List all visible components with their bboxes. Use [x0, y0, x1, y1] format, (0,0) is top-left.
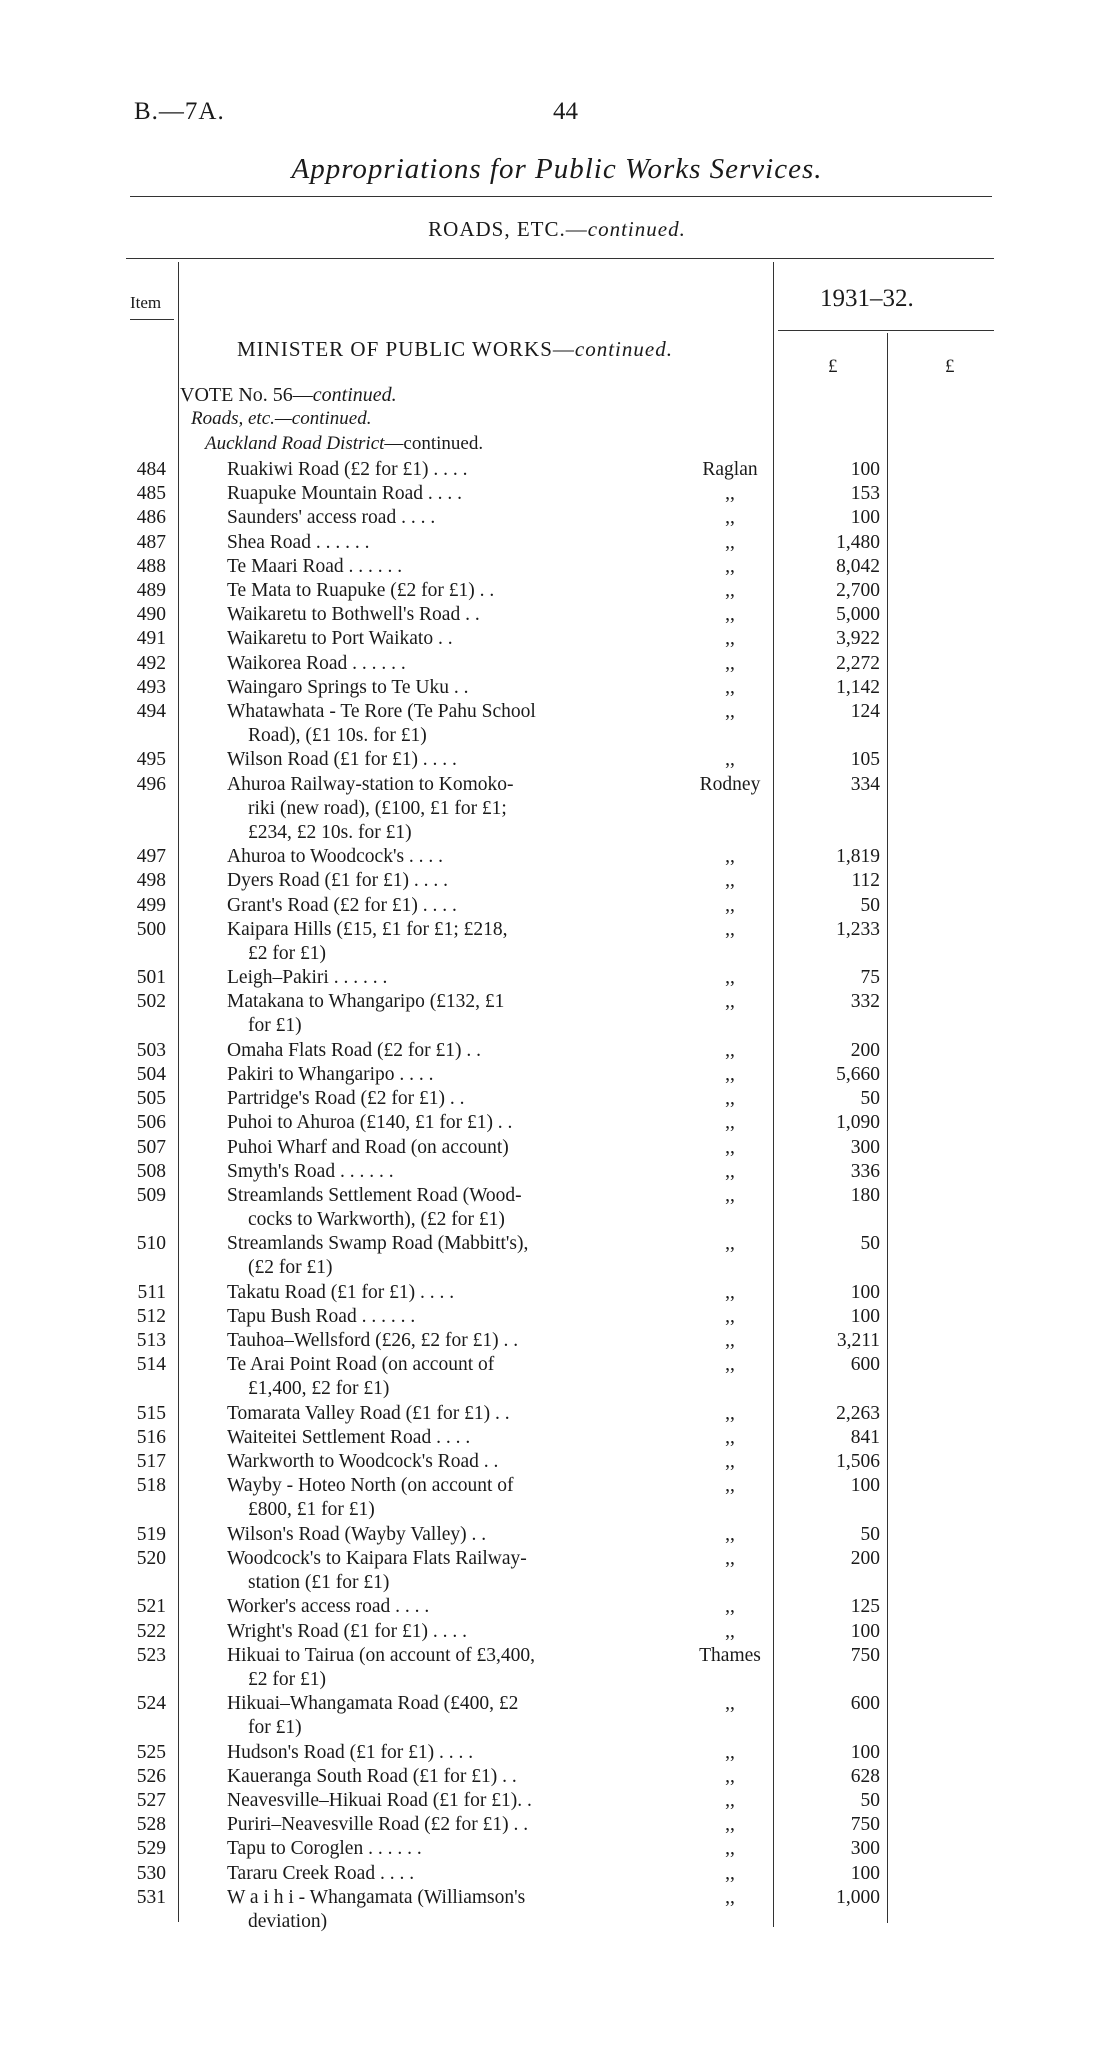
item-header-rule [130, 319, 174, 320]
description-line: Kaueranga South Road (£1 for £1) . . [227, 1765, 517, 1787]
description-continuation: Road), (£1 10s. for £1) [248, 725, 427, 746]
item-number: 529 [136, 1838, 166, 1860]
amount: 750 [850, 1814, 880, 1836]
item-number: 522 [136, 1620, 166, 1642]
electoral-district: ,, [725, 1741, 735, 1763]
description-line: Ahuroa Railway-station to Komoko- [227, 773, 514, 795]
item-number: 531 [136, 1886, 166, 1908]
item-number: 495 [136, 749, 166, 771]
item-description [227, 1039, 617, 1063]
item-number: 516 [136, 1427, 166, 1448]
description-continuation: £2 for £1) [248, 942, 326, 964]
electoral-district: Raglan [702, 459, 758, 480]
description-continuation: station (£1 for £1) [248, 1572, 390, 1593]
description-line: Waingaro Springs to Te Uku . . [227, 676, 469, 698]
item-column-header: Item [130, 293, 162, 312]
item-description [227, 894, 617, 918]
item-description [227, 700, 617, 748]
item-description [227, 845, 617, 869]
item-number: 513 [136, 1330, 166, 1352]
amount: 200 [850, 1548, 880, 1569]
electoral-district: ,, [725, 1596, 735, 1618]
amount: 180 [850, 1185, 880, 1206]
item-description [227, 1595, 617, 1619]
description-line: Waikaretu to Bothwell's Road . . [227, 604, 480, 626]
pound-header-2: £ [945, 356, 955, 377]
description-line: Warkworth to Woodcock's Road . . [227, 1451, 499, 1473]
electoral-district: ,, [725, 1281, 735, 1303]
electoral-district: ,, [725, 1330, 735, 1352]
item-number: 517 [136, 1451, 166, 1473]
description-line: Whatawhata - Te Rore (Te Pahu School [227, 701, 536, 722]
item-description [227, 1232, 617, 1280]
electoral-district: ,, [725, 1427, 735, 1448]
electoral-district: ,, [725, 676, 735, 698]
electoral-district: ,, [725, 1862, 735, 1884]
electoral-district: ,, [725, 507, 735, 529]
item-number: 515 [136, 1402, 166, 1424]
amount: 124 [850, 701, 880, 722]
amount: 1,142 [836, 676, 880, 698]
item-number: 485 [136, 483, 166, 505]
electoral-district: ,, [725, 1136, 735, 1158]
description-line: Saunders' access road . . . . [227, 507, 436, 529]
item-description [227, 1402, 617, 1426]
item-number: 496 [136, 773, 166, 795]
description-line: Te Maari Road . . . . . . [227, 555, 403, 577]
description-line: Partridge's Road (£2 for £1) . . [227, 1088, 465, 1110]
item-description [227, 1111, 617, 1135]
amount: 75 [860, 967, 880, 989]
ministry-continued: continued. [574, 337, 673, 361]
item-description [227, 1644, 617, 1692]
item-description [227, 1063, 617, 1087]
description-line: Tauhoa–Wellsford (£26, £2 for £1) . . [227, 1330, 519, 1352]
item-description [227, 1741, 617, 1765]
electoral-district: ,, [725, 1693, 735, 1715]
page-title: Appropriations for Public Works Services. [291, 153, 823, 185]
description-line: Streamlands Settlement Road (Wood- [227, 1185, 522, 1206]
amount: 1,233 [836, 918, 880, 940]
amount: 100 [850, 1281, 880, 1303]
electoral-district: ,, [725, 1523, 735, 1545]
item-number: 526 [136, 1765, 166, 1787]
item-description [227, 1547, 617, 1595]
description-line: Waiteitei Settlement Road . . . . [227, 1427, 471, 1448]
electoral-district: ,, [725, 967, 735, 989]
item-description [227, 506, 617, 530]
item-number: 511 [137, 1281, 166, 1303]
description-line: Te Mata to Ruapuke (£2 for £1) . . [227, 580, 495, 601]
description-line: Dyers Road (£1 for £1) . . . . [227, 870, 448, 892]
amount: 2,263 [836, 1402, 880, 1424]
description-line: Waikaretu to Port Waikato . . [227, 628, 453, 650]
item-description [227, 1329, 617, 1353]
item-description [227, 1620, 617, 1644]
item-description [227, 966, 617, 990]
title-rule [130, 196, 992, 197]
item-description [227, 1692, 617, 1740]
electoral-district: Rodney [699, 773, 761, 795]
item-number: 525 [136, 1741, 166, 1763]
item-description [227, 531, 617, 555]
electoral-district: ,, [725, 1814, 735, 1836]
ministry-main: MINISTER OF PUBLIC WORKS— [237, 337, 575, 361]
item-number: 520 [136, 1548, 166, 1569]
item-description [227, 1136, 617, 1160]
roads-subheading: Roads, etc.—continued. [191, 408, 372, 429]
electoral-district: ,, [725, 604, 735, 626]
item-description [227, 579, 617, 603]
amount: 105 [850, 749, 880, 771]
item-description [227, 1353, 617, 1401]
description-line: Matakana to Whangaripo (£132, £1 [227, 991, 505, 1013]
amount: 200 [850, 1039, 880, 1061]
description-line: Hudson's Road (£1 for £1) . . . . [227, 1741, 474, 1763]
amount: 112 [851, 870, 880, 892]
electoral-district: ,, [725, 628, 735, 650]
electoral-district: ,, [725, 1451, 735, 1473]
amount: 1,000 [836, 1886, 880, 1908]
amount: 100 [850, 1306, 880, 1327]
amount: 50 [860, 1088, 880, 1110]
item-description [227, 1862, 617, 1886]
electoral-district: ,, [725, 1233, 735, 1255]
electoral-district: Thames [699, 1644, 761, 1666]
item-description [227, 1523, 617, 1547]
item-description [227, 1474, 617, 1522]
item-description [227, 748, 617, 772]
item-number: 484 [136, 459, 166, 480]
description-continuation: deviation) [248, 1910, 328, 1932]
description-line: Te Arai Point Road (on account of [227, 1354, 495, 1376]
item-number: 505 [136, 1088, 166, 1110]
description-line: Puhoi to Ahuroa (£140, £1 for £1) . . [227, 1112, 513, 1134]
description-line: Takatu Road (£1 for £1) . . . . [227, 1281, 455, 1303]
item-number: 499 [136, 894, 166, 916]
item-number: 494 [136, 701, 166, 722]
item-number: 502 [136, 991, 166, 1013]
item-column-divider [178, 262, 179, 1922]
electoral-district: ,, [725, 531, 735, 553]
description-continuation: £2 for £1) [248, 1668, 326, 1690]
electoral-district: ,, [725, 1886, 735, 1908]
item-number: 503 [136, 1039, 166, 1061]
item-number: 486 [136, 507, 166, 529]
item-description [227, 1765, 617, 1789]
electoral-district: ,, [725, 1790, 735, 1811]
amount: 1,506 [836, 1451, 880, 1473]
item-number: 490 [136, 604, 166, 626]
amount: 334 [850, 773, 880, 795]
subtitle-continued: continued. [587, 217, 686, 241]
item-number: 491 [136, 628, 166, 650]
ministry-heading [237, 337, 673, 362]
item-number: 528 [136, 1814, 166, 1836]
item-description [227, 1087, 617, 1111]
description-continuation: riki (new road), (£100, £1 for £1; [248, 797, 507, 819]
electoral-district: ,, [725, 1039, 735, 1061]
item-number: 510 [136, 1233, 166, 1255]
vote-main: VOTE No. 56— [180, 384, 313, 406]
item-number: 489 [136, 580, 166, 601]
item-number: 521 [136, 1596, 166, 1618]
electoral-district: ,, [725, 918, 735, 940]
section-subtitle [0, 217, 1114, 242]
item-number: 508 [136, 1160, 166, 1182]
electoral-district: ,, [725, 1354, 735, 1376]
electoral-district: ,, [725, 1765, 735, 1787]
electoral-district: ,, [725, 701, 735, 722]
amount: 50 [860, 894, 880, 916]
district-name: Auckland Road District [205, 433, 385, 454]
amount: 1,480 [836, 531, 880, 553]
vote-heading [180, 384, 397, 407]
amount: 100 [850, 1620, 880, 1642]
year-header-rule [778, 330, 994, 331]
amount: 100 [850, 459, 880, 480]
description-line: Kaipara Hills (£15, £1 for £1; £218, [227, 918, 508, 940]
item-description [227, 458, 617, 482]
district-continued: —continued. [384, 433, 484, 454]
amount: 332 [850, 991, 880, 1013]
electoral-district: ,, [725, 894, 735, 916]
description-continuation: for £1) [248, 1015, 302, 1037]
electoral-district: ,, [725, 555, 735, 577]
description-line: Leigh–Pakiri . . . . . . [227, 967, 388, 989]
item-number: 487 [136, 531, 166, 553]
amount: 153 [850, 483, 880, 505]
amount: 50 [860, 1233, 880, 1255]
subtitle-main: ROADS, ETC.— [428, 217, 588, 241]
item-description [227, 1837, 617, 1861]
description-line: Puhoi Wharf and Road (on account) [227, 1136, 509, 1158]
item-description [227, 627, 617, 651]
amount: 100 [850, 1475, 880, 1497]
description-line: W a i h i - Whangamata (Williamson's [227, 1886, 526, 1908]
electoral-district: ,, [725, 652, 735, 674]
electoral-district: ,, [725, 1160, 735, 1182]
item-number: 497 [136, 846, 166, 868]
item-description [227, 773, 617, 845]
amount: 1,819 [836, 846, 880, 868]
electoral-district: ,, [725, 1548, 735, 1569]
year-header: 1931–32. [820, 285, 914, 312]
item-description [227, 555, 617, 579]
electoral-district: ,, [725, 1402, 735, 1424]
amount: 100 [850, 1862, 880, 1884]
amount: 125 [850, 1596, 880, 1618]
item-description [227, 990, 617, 1038]
item-number: 527 [136, 1790, 166, 1811]
amount: 5,660 [836, 1064, 880, 1085]
amount: 600 [850, 1354, 880, 1376]
description-line: Hikuai–Whangamata Road (£400, £2 [227, 1693, 519, 1715]
item-number: 524 [136, 1693, 166, 1715]
item-number: 514 [136, 1354, 166, 1376]
item-number: 509 [136, 1185, 166, 1206]
description-line: Streamlands Swamp Road (Mabbitt's), [227, 1233, 529, 1255]
description-line: Neavesville–Hikuai Road (£1 for £1). . [227, 1790, 532, 1811]
amount: 100 [850, 507, 880, 529]
electoral-district: ,, [725, 580, 735, 601]
electoral-district: ,, [725, 1306, 735, 1327]
description-continuation: cocks to Warkworth), (£2 for £1) [248, 1209, 505, 1230]
description-line: Wright's Road (£1 for £1) . . . . [227, 1620, 467, 1642]
item-description [227, 1184, 617, 1232]
table-top-rule [126, 258, 994, 259]
item-description [227, 1305, 617, 1329]
item-description [227, 869, 617, 893]
item-description [227, 652, 617, 676]
amount: 2,272 [836, 652, 880, 674]
amount: 600 [850, 1693, 880, 1715]
amount: 3,211 [836, 1330, 880, 1352]
description-line: Ahuroa to Woodcock's . . . . [227, 846, 444, 868]
item-number: 493 [136, 676, 166, 698]
description-line: Tapu to Coroglen . . . . . . [227, 1838, 422, 1860]
item-description [227, 1886, 617, 1934]
item-description [227, 482, 617, 506]
item-number: 492 [136, 652, 166, 674]
amount: 300 [850, 1136, 880, 1158]
item-number: 530 [136, 1862, 166, 1884]
description-continuation: £800, £1 for £1) [248, 1499, 375, 1521]
vote-continued: continued. [312, 384, 397, 406]
item-number: 501 [136, 967, 166, 989]
item-description [227, 1281, 617, 1305]
electoral-district: ,, [725, 1475, 735, 1497]
amount: 2,700 [836, 580, 880, 601]
description-continuation: for £1) [248, 1717, 302, 1739]
page-number: 44 [553, 98, 578, 125]
item-number: 512 [136, 1306, 166, 1327]
amount: 300 [850, 1838, 880, 1860]
description-continuation: £1,400, £2 for £1) [248, 1378, 390, 1400]
amount: 8,042 [836, 555, 880, 577]
description-line: Tararu Creek Road . . . . [227, 1862, 415, 1884]
description-line: Wayby - Hoteo North (on account of [227, 1475, 514, 1497]
item-number: 498 [136, 870, 166, 892]
item-description [227, 603, 617, 627]
electoral-district: ,, [725, 846, 735, 868]
item-number: 519 [136, 1523, 166, 1545]
item-number: 518 [136, 1475, 166, 1497]
amount: 3,922 [836, 628, 880, 650]
description-line: Grant's Road (£2 for £1) . . . . [227, 894, 457, 916]
description-line: Tomarata Valley Road (£1 for £1) . . [227, 1402, 510, 1424]
item-description [227, 1160, 617, 1184]
electoral-district: ,, [725, 1620, 735, 1642]
description-line: Ruapuke Mountain Road . . . . [227, 483, 463, 505]
amount: 750 [850, 1644, 880, 1666]
description-line: Hikuai to Tairua (on account of £3,400, [227, 1644, 536, 1666]
description-line: Wilson Road (£1 for £1) . . . . [227, 749, 457, 771]
item-number: 507 [136, 1136, 166, 1158]
description-line: Puriri–Neavesville Road (£2 for £1) . . [227, 1814, 529, 1836]
item-number: 506 [136, 1112, 166, 1134]
description-line: Smyth's Road . . . . . . [227, 1160, 394, 1182]
amount: 336 [850, 1160, 880, 1182]
electoral-district: ,, [725, 1088, 735, 1110]
electoral-district: ,, [725, 870, 735, 892]
amount: 841 [850, 1427, 880, 1448]
electoral-district: ,, [725, 1185, 735, 1206]
description-line: Worker's access road . . . . [227, 1596, 430, 1618]
description-line: Pakiri to Whangaripo . . . . [227, 1064, 434, 1085]
description-line: Waikorea Road . . . . . . [227, 652, 406, 674]
electoral-district: ,, [725, 1838, 735, 1860]
amount: 50 [860, 1790, 880, 1811]
item-description [227, 1450, 617, 1474]
item-number: 523 [136, 1644, 166, 1666]
electoral-district: ,, [725, 1064, 735, 1085]
description-continuation: £234, £2 10s. for £1) [248, 821, 412, 843]
sub-column-divider [887, 333, 888, 1923]
description-line: Woodcock's to Kaipara Flats Railway- [227, 1548, 527, 1569]
description-line: Ruakiwi Road (£2 for £1) . . . . [227, 459, 468, 480]
item-description [227, 1789, 617, 1813]
description-continuation: (£2 for £1) [248, 1257, 333, 1279]
pound-header-1: £ [828, 356, 838, 377]
district-heading [205, 433, 483, 455]
electoral-district: ,, [725, 483, 735, 505]
description-line: Wilson's Road (Wayby Valley) . . [227, 1523, 487, 1545]
item-number: 500 [136, 918, 166, 940]
electoral-district: ,, [725, 749, 735, 771]
item-description [227, 676, 617, 700]
amount: 50 [860, 1523, 880, 1545]
amount: 628 [850, 1765, 880, 1787]
amount: 100 [850, 1741, 880, 1763]
description-line: Omaha Flats Road (£2 for £1) . . [227, 1039, 481, 1061]
description-line: Shea Road . . . . . . [227, 531, 370, 553]
amount: 1,090 [836, 1112, 880, 1134]
item-description [227, 918, 617, 966]
item-description [227, 1426, 617, 1450]
electoral-district: ,, [725, 991, 735, 1013]
amount: 5,000 [836, 604, 880, 626]
electoral-district: ,, [725, 1112, 735, 1134]
document-reference: B.—7A. [134, 98, 225, 125]
item-number: 488 [136, 555, 166, 577]
item-number: 504 [136, 1064, 166, 1085]
description-line: Tapu Bush Road . . . . . . [227, 1306, 416, 1327]
item-description [227, 1813, 617, 1837]
